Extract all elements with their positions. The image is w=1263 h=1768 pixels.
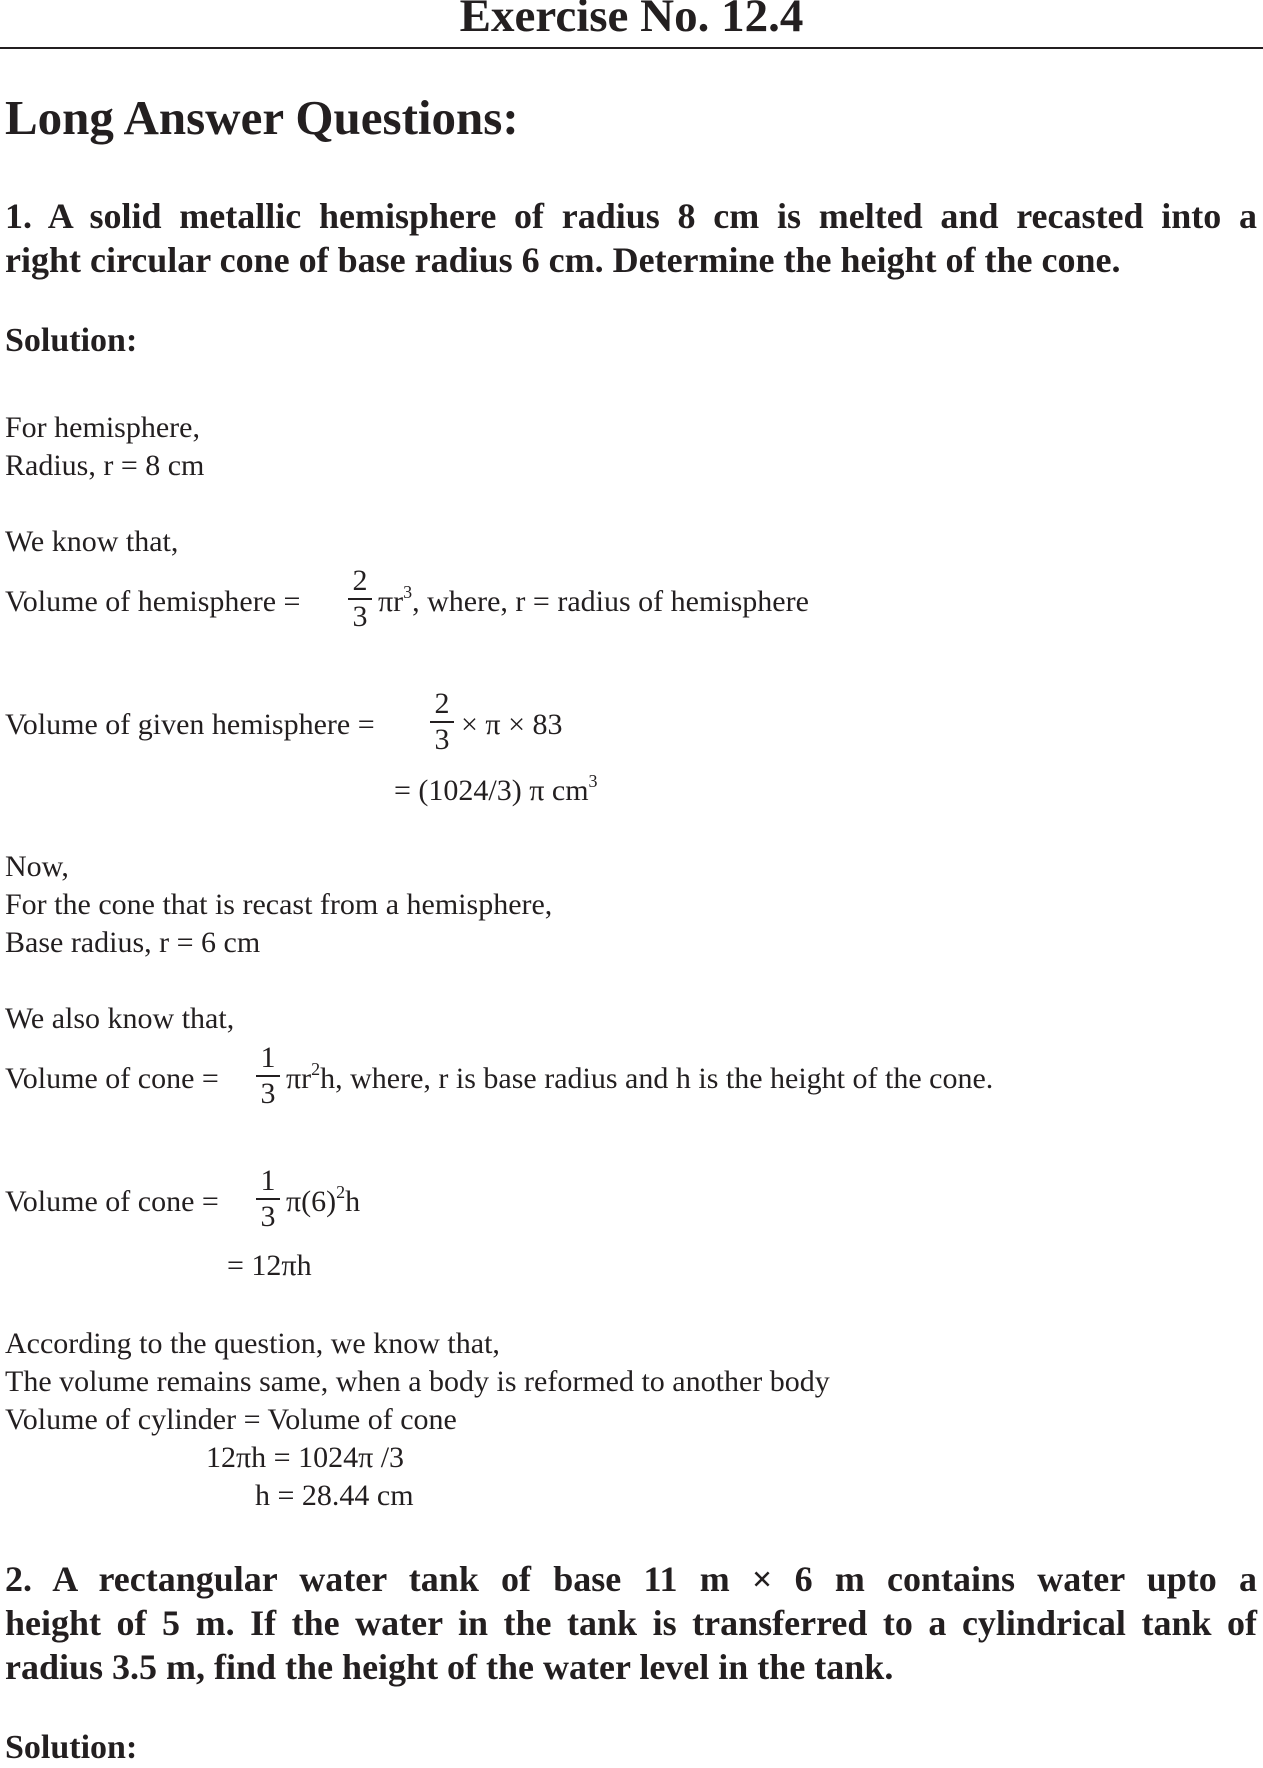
fraction-numerator: 1 xyxy=(260,1041,276,1074)
formula-label: Volume of cone = xyxy=(5,1062,219,1095)
formula-pi-term: πr xyxy=(378,585,404,618)
solution-text: According to the question, we know that, xyxy=(5,1327,500,1360)
fraction-denominator: 3 xyxy=(260,1077,276,1110)
question-1-line-1: 1. A solid metallic hemisphere of radius 8 cm is melted and recasted into a xyxy=(5,196,1257,236)
solution-text: Now, xyxy=(5,850,69,883)
fraction xyxy=(430,689,454,755)
exercise-title: Exercise No. 12.4 xyxy=(459,0,804,42)
final-answer: h = 28.44 cm xyxy=(255,1479,414,1512)
fraction-denominator: 3 xyxy=(352,600,368,633)
question-2-line-3: radius 3.5 m, find the height of the water level in the tank. xyxy=(5,1647,894,1687)
fraction xyxy=(256,1166,280,1232)
formula-label: Volume of cone = xyxy=(5,1185,219,1218)
solution-text: Base radius, r = 6 cm xyxy=(5,926,261,959)
formula-expression xyxy=(286,1061,993,1097)
formula-result-value: = (1024/3) π cm xyxy=(394,774,589,807)
formula-description: h, where, r is base radius and h is the height of the cone. xyxy=(320,1062,994,1095)
section-heading: Long Answer Questions: xyxy=(5,90,519,145)
title-divider xyxy=(0,47,1263,49)
formula-label: Volume of given hemisphere = xyxy=(5,708,375,741)
fraction xyxy=(256,1043,280,1109)
solution-text: For the cone that is recast from a hemisphere, xyxy=(5,888,553,921)
fraction-numerator: 2 xyxy=(352,564,368,597)
fraction-denominator: 3 xyxy=(260,1200,276,1233)
solution-text: Volume of cylinder = Volume of cone xyxy=(5,1403,457,1436)
fraction-numerator: 2 xyxy=(434,687,450,720)
fraction-numerator: 1 xyxy=(260,1164,276,1197)
solution-1-label: Solution: xyxy=(5,322,138,359)
formula-exponent: 3 xyxy=(588,771,598,791)
solution-2-label: Solution: xyxy=(5,1729,138,1766)
formula-exponent: 2 xyxy=(336,1182,346,1202)
fraction xyxy=(348,566,372,632)
formula-expression: × π × 83 xyxy=(461,708,563,741)
solution-text: We also know that, xyxy=(5,1002,235,1035)
formula-variable: h xyxy=(345,1185,361,1218)
fraction-denominator: 3 xyxy=(434,723,450,756)
formula-description: , where, r = radius of hemisphere xyxy=(412,585,809,618)
solution-text: For hemisphere, xyxy=(5,411,200,444)
formula-label: Volume of hemisphere = xyxy=(5,585,301,618)
formula-exponent: 3 xyxy=(403,582,413,602)
question-2-line-1: 2. A rectangular water tank of base 11 m × 6 m contains water upto a xyxy=(5,1559,1257,1599)
solution-text: Radius, r = 8 cm xyxy=(5,449,205,482)
formula-expression xyxy=(378,584,809,620)
formula-result: = 12πh xyxy=(227,1249,312,1282)
formula-expression xyxy=(286,1184,360,1220)
question-2 xyxy=(5,1557,1257,1689)
solution-text: The volume remains same, when a body is reformed to another body xyxy=(5,1365,830,1398)
equation-step: 12πh = 1024π /3 xyxy=(206,1441,405,1474)
question-2-line-2: height of 5 m. If the water in the tank is transferred to a cylindrical tank of xyxy=(5,1603,1257,1643)
formula-result xyxy=(394,773,598,809)
question-1-line-2: right circular cone of base radius 6 cm. Determine the height of the cone. xyxy=(5,240,1121,280)
question-1 xyxy=(5,194,1257,282)
solution-text: We know that, xyxy=(5,525,179,558)
formula-pi-term: πr xyxy=(286,1062,312,1095)
formula-pi-term: π(6) xyxy=(286,1185,337,1218)
formula-exponent: 2 xyxy=(311,1059,321,1079)
